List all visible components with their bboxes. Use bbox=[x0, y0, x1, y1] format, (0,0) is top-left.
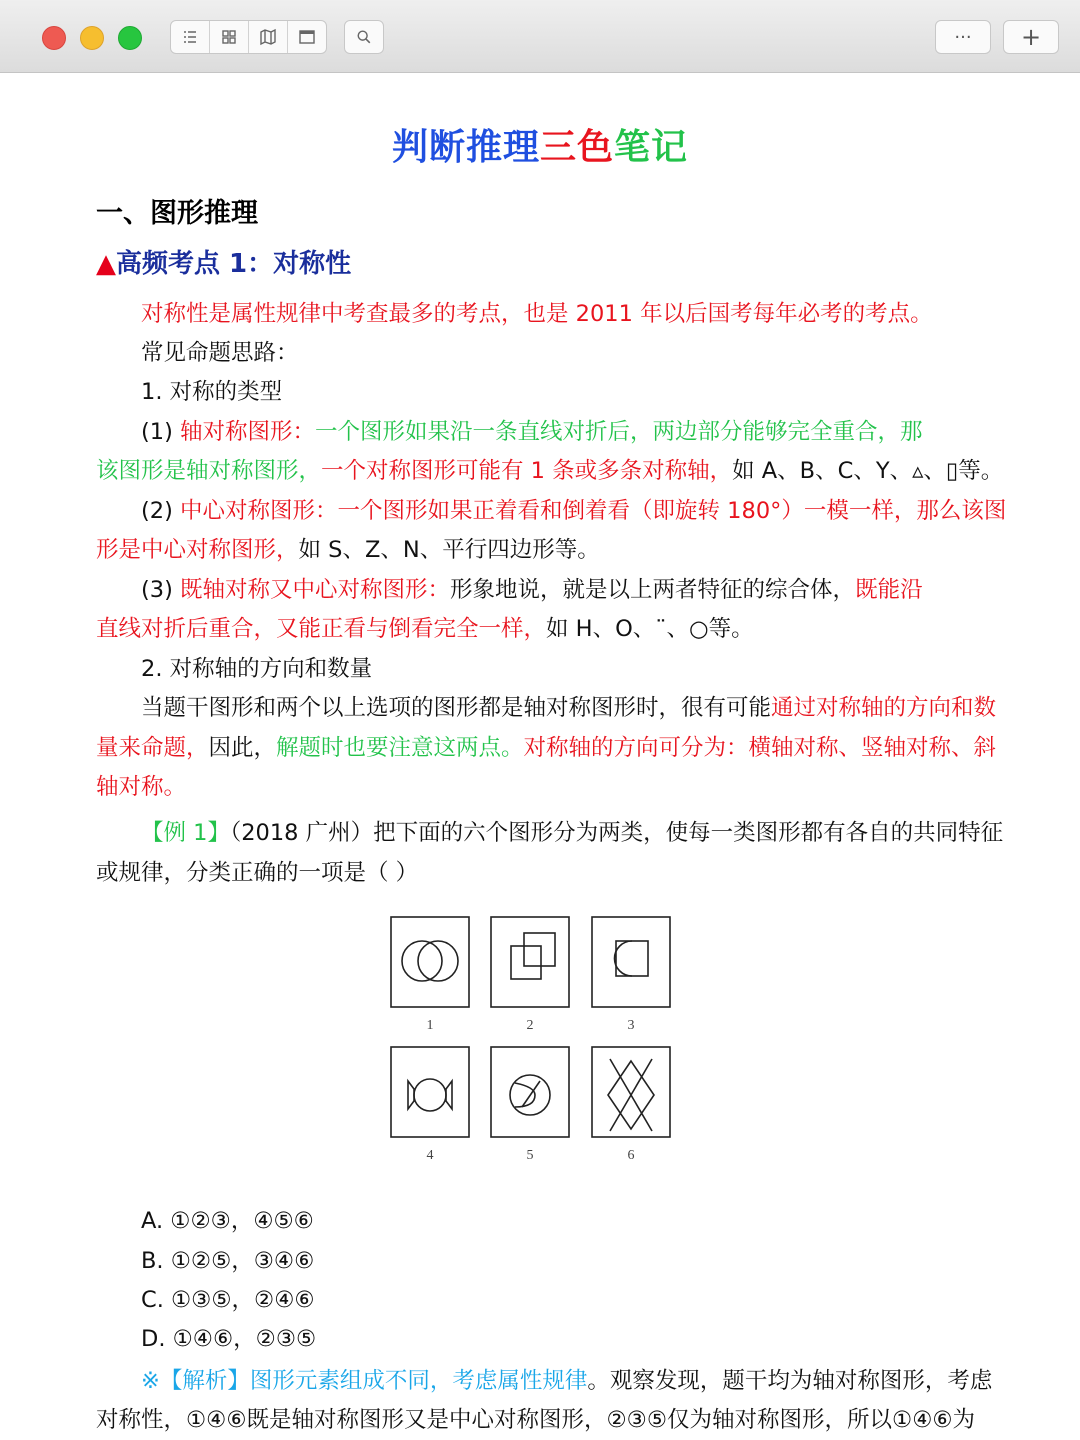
title-part-red: 三色 bbox=[539, 127, 614, 168]
para1-line2: 该图形是轴对称图形，一个对称图形可能有 1 条或多条对称轴，如 A、B、C、Y、▵、▯等。 bbox=[96, 458, 1004, 484]
window-icon bbox=[298, 28, 316, 46]
item2-heading: 2. 对称轴的方向和数量 bbox=[141, 656, 373, 682]
close-button[interactable] bbox=[42, 26, 66, 50]
para4-line2: 量来命题，因此，解题时也要注意这两点。对称轴的方向可分为：横轴对称、竖轴对称、斜 bbox=[96, 735, 997, 761]
item1-heading: 1. 对称的类型 bbox=[141, 379, 283, 405]
option-b[interactable]: B. ①②⑤，③④⑥ bbox=[141, 1248, 315, 1274]
intro-line: 对称性是属性规律中考查最多的考点，也是 2011 年以后国考每年必考的考点。 bbox=[141, 301, 933, 327]
analysis-line1: ※【解析】图形元素组成不同，考虑属性规律。观察发现，题干均为轴对称图形，考虑 bbox=[141, 1368, 993, 1394]
figure-label-6: 6 bbox=[627, 1148, 635, 1163]
window-view-button[interactable] bbox=[288, 21, 326, 53]
option-d[interactable]: D. ①④⑥，②③⑤ bbox=[141, 1326, 317, 1352]
view-toolbar bbox=[170, 20, 327, 54]
analysis-line2: 对称性，①④⑥既是轴对称图形又是中心对称图形，②③⑤仅为轴对称图形，所以①④⑥为 bbox=[96, 1407, 976, 1433]
search-icon bbox=[356, 29, 372, 45]
para2-line1: (2) 中心对称图形：一个图形如果正着看和倒着看（即旋转 180°）一模一样，那么该图 bbox=[141, 498, 1007, 524]
common-line: 常见命题思路： bbox=[141, 340, 299, 366]
figure-box-2 bbox=[491, 917, 569, 1007]
example-line1: 【例 1】（2018 广州）把下面的六个图形分为两类，使每一类图形都有各自的共同特征 bbox=[141, 820, 1004, 846]
window-titlebar bbox=[0, 0, 1080, 73]
list-view-button[interactable] bbox=[171, 21, 210, 53]
para3-line1: (3) 既轴对称又中心对称图形：形象地说，就是以上两者特征的综合体，既能沿 bbox=[141, 577, 923, 603]
triangle-marker: ▲ bbox=[96, 249, 116, 279]
search-button[interactable] bbox=[344, 20, 384, 54]
para4-line3: 轴对称。 bbox=[96, 774, 187, 800]
option-a[interactable]: A. ①②③，④⑤⑥ bbox=[141, 1208, 314, 1234]
figure-box-4 bbox=[391, 1047, 469, 1137]
figure-label-3: 3 bbox=[627, 1018, 635, 1033]
figure-box-3 bbox=[592, 917, 670, 1007]
grid-view-button[interactable] bbox=[210, 21, 249, 53]
grid-icon bbox=[220, 28, 238, 46]
document-page bbox=[0, 73, 1080, 1440]
page-title bbox=[0, 119, 1080, 170]
figure-label-4: 4 bbox=[426, 1148, 434, 1163]
section-heading: 一、图形推理 bbox=[96, 198, 258, 229]
para1-line1: (1) 轴对称图形：一个图形如果沿一条直线对折后，两边部分能够完全重合，那 bbox=[141, 419, 923, 445]
more-button[interactable]: ··· bbox=[935, 20, 991, 54]
list-icon bbox=[181, 28, 199, 46]
figure-label-5: 5 bbox=[526, 1148, 534, 1163]
zoom-button[interactable] bbox=[118, 26, 142, 50]
title-part-green: 笔记 bbox=[614, 127, 689, 168]
example-figure bbox=[380, 911, 680, 1171]
para2-line2: 形是中心对称图形，如 S、Z、N、平行四边形等。 bbox=[96, 537, 600, 563]
add-button[interactable]: + bbox=[1003, 20, 1059, 54]
para4-line1: 当题干图形和两个以上选项的图形都是轴对称图形时，很有可能通过对称轴的方向和数 bbox=[141, 695, 997, 721]
point-heading bbox=[96, 243, 351, 280]
title-part-blue: 判断推理 bbox=[391, 127, 540, 168]
option-c[interactable]: C. ①③⑤，②④⑥ bbox=[141, 1287, 315, 1313]
minimize-button[interactable] bbox=[80, 26, 104, 50]
map-icon bbox=[259, 28, 277, 46]
point-heading-text: 高频考点 1：对称性 bbox=[116, 249, 352, 279]
example-line2: 或规律，分类正确的一项是（ ） bbox=[96, 860, 419, 886]
para3-line2: 直线对折后重合，又能正看与倒看完全一样，如 H、O、¨、○等。 bbox=[96, 616, 754, 642]
figure-label-2: 2 bbox=[526, 1018, 534, 1033]
figure-label-1: 1 bbox=[426, 1018, 434, 1033]
figure-box-5 bbox=[491, 1047, 569, 1137]
map-view-button[interactable] bbox=[249, 21, 288, 53]
